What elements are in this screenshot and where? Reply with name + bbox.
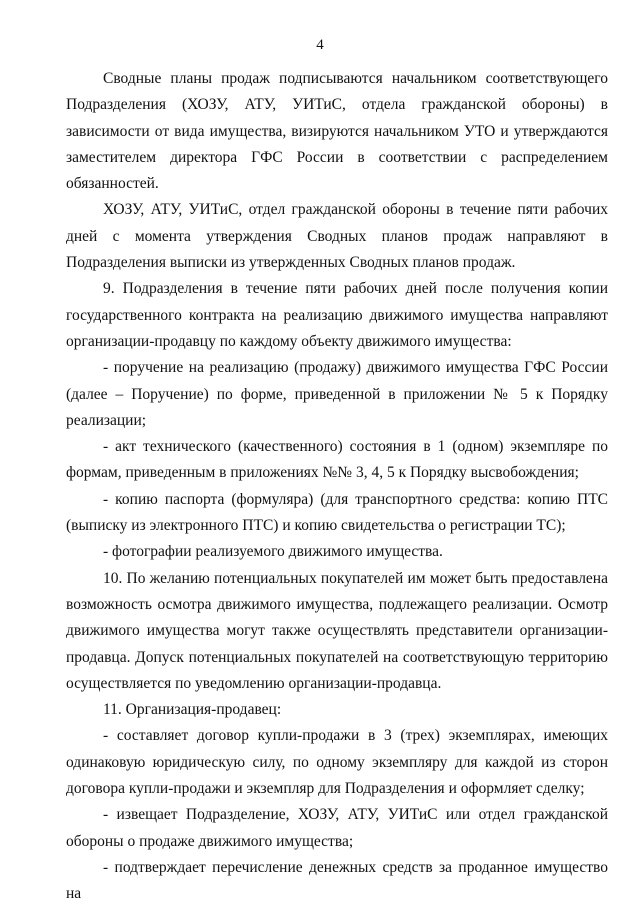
paragraph-plans-extracts: ХОЗУ, АТУ, УИТиС, отдел гражданской обороны в течение пяти рабочих дней с момента утверждения Сводных планов продаж направляют в Подразделения выписки из утвержденных Сводных планов продаж. [66, 201, 608, 272]
list-item-instruction: - поручение на реализацию (продажу) движимого имущества ГФС России (далее – Поручение) по форме, приведенной в приложении № 5 к Порядку реализации; [66, 359, 608, 429]
paragraph-item-10: 10. По желанию потенциальных покупателей им может быть предоставлена возможность осмотра движимого имущества, подлежащего реализации. Осмотр движимого имущества могут также осуществлять представители организации-продавца. Допуск потенциальных покупателей на соответствующую территорию осуществляется по уведомлению организации-продавца. [66, 569, 608, 692]
page-number: 4 [316, 37, 324, 53]
paragraph-item-9: 9. Подразделения в течение пяти рабочих дней после получения копии государственного контракта на реализацию движимого имущества направляют организации-продавцу по каждому объекту движимого имущества: [66, 280, 608, 350]
list-item-payment-confirmation: - подтверждает перечисление денежных средств за проданное имущество на [66, 858, 608, 903]
list-item-passport-copy: - копию паспорта (формуляра) (для транспортного средства: копию ПТС (выписку из электронного ПТС) и копию свидетельства о регистрации ТС); [66, 490, 608, 535]
list-item-technical-act: - акт технического (качественного) состояния в 1 (одном) экземпляре по формам, приведенным в приложениях №№ 3, 4, 5 к Порядку высвобождения; [66, 438, 608, 482]
paragraph-summary-plans-approval: Сводные планы продаж подписываются начальником соответствующего Подразделения (ХОЗУ, АТУ, УИТиС, отдела гражданской обороны) в зависимости от вида имущества, визируются начальником УТО и утверждаются заместителем директора ГФС России в соответствии с распределением обязанностей. [66, 70, 608, 193]
list-item-photos: - фотографии реализуемого движимого имущества. [103, 543, 443, 561]
list-item-notification: - извещает Подразделение, ХОЗУ, АТУ, УИТиС или отдел гражданской обороны о продаже движимого имущества; [66, 806, 608, 850]
list-item-contract: - составляет договор купли-продажи в 3 (трех) экземплярах, имеющих одинаковую юридическую силу, по одному экземпляру для каждой из сторон договора купли-продажи и экземпляр для Подразделения и оформляет сделку; [66, 727, 608, 798]
paragraph-item-11: 11. Организация-продавец: [103, 701, 282, 719]
document-body [66, 66, 608, 908]
